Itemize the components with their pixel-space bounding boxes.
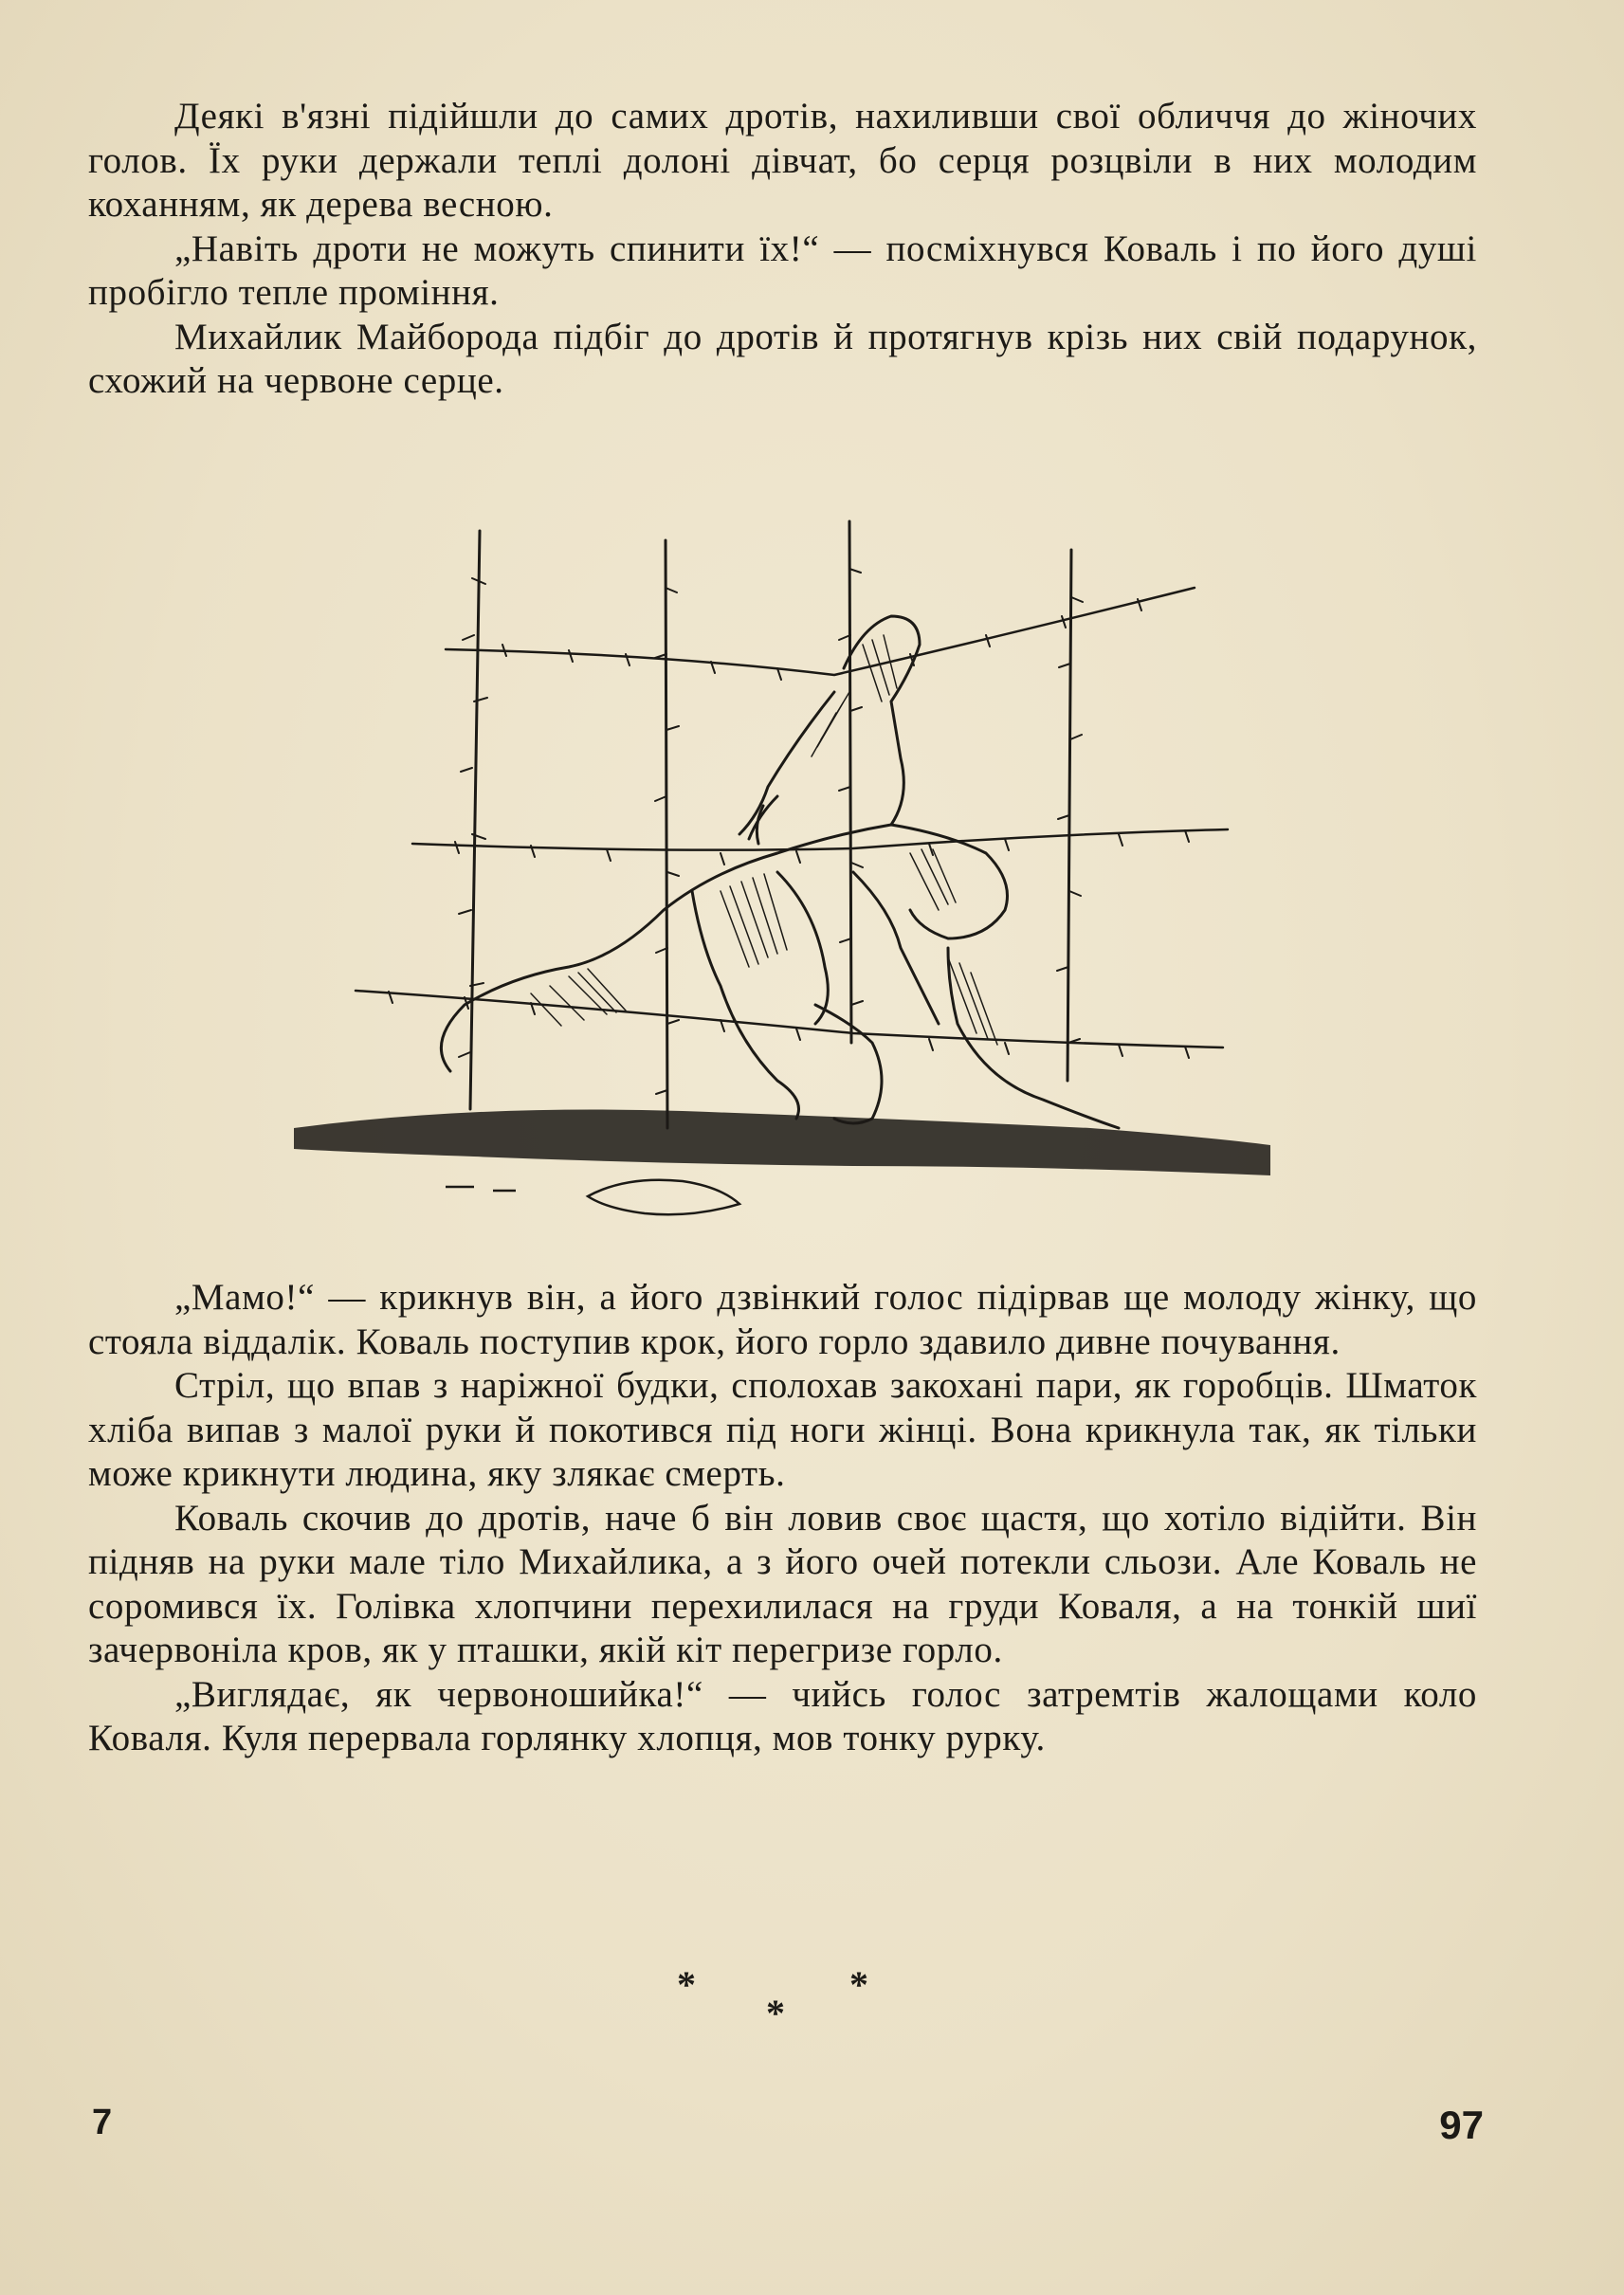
asterisk: * (766, 1992, 785, 2034)
figure-drawing (441, 616, 1119, 1128)
barbed-wires (356, 588, 1228, 1047)
paragraph: Деякі в'язні підійшли до самих дротів, нахиливши свої обличчя до жіночих голов. Їх руки держали теплі долоні дівчат, бо серця розцвіли в них молодим коханням, як дерева весною. (88, 96, 1477, 225)
asterisk: * (849, 1963, 868, 2006)
paragraph: Стріл, що впав з наріжної будки, сполохав закохані пари, як горобців. Шматок хліба випав з малої руки й покотився під ноги жінці. Вона крикнула так, як тільки може крикнути людина, яку злякає смерть. (88, 1365, 1477, 1494)
text-block-top (88, 95, 1477, 404)
paragraph: Михайлик Майборода підбіг до дротів й протягнув крізь них свій подарунок, схожий на червоне серце. (88, 316, 1477, 401)
section-break (664, 1962, 891, 2034)
illustration-barbed-wire-figure (284, 512, 1289, 1232)
paragraph: „Мамо!“ — крикнув він, а його дзвінкий голос підірвав ще молоду жінку, що стояла віддалік. Коваль поступив крок, його горло здавило дивне почування. (88, 1277, 1477, 1362)
paragraph: „Виглядає, як червоношийка!“ — чийсь голос затремтів жалощами коло Коваля. Куля перервала горлянку хлопця, мов тонку рурку. (88, 1673, 1477, 1758)
text-block-bottom (88, 1276, 1477, 1761)
fence-posts (470, 521, 1071, 1128)
paragraph: Коваль скочив до дротів, наче б він ловив своє щастя, що хотіло відійти. Він підняв на руки мале тіло Михайлика, а з його очей потекли сльози. Але Коваль не соромився їх. Голівка хлопчини перехилилася на груди Коваля, а на тонкій шиї зачервоніла кров, як у пташки, якій кіт перегризе горло. (88, 1497, 1477, 1670)
page-number: 97 (1439, 2103, 1484, 2147)
signature-mark: 7 (92, 2103, 113, 2142)
paragraph: „Навіть дроти не можуть спинити їх!“ — посміхнувся Коваль і по його душі пробігло тепле проміння. (88, 228, 1477, 313)
ground-shadow (294, 1109, 1270, 1175)
asterisk: * (677, 1963, 696, 2006)
